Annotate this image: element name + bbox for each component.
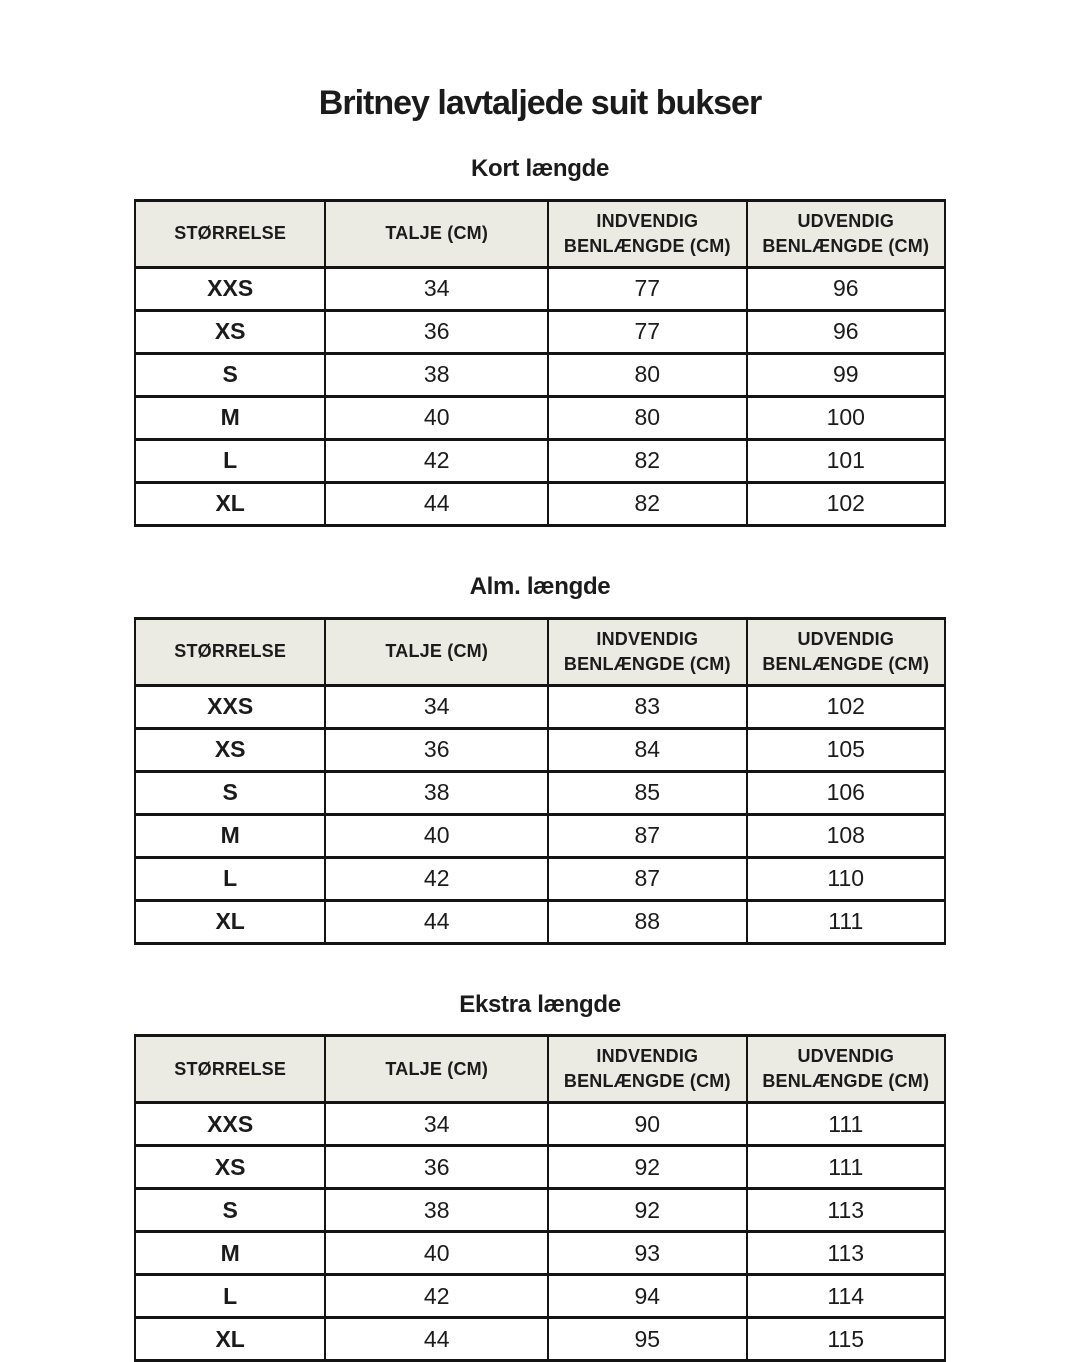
table-body [135,685,945,943]
value-cell: 77 [548,267,746,310]
table-row [135,857,945,900]
value-cell: 87 [548,814,746,857]
table-header [135,200,945,267]
column-header: STØRRELSE [135,1036,325,1103]
size-cell: M [135,396,325,439]
value-cell: 95 [548,1318,746,1361]
value-cell: 90 [548,1103,746,1146]
header-row [135,618,945,685]
value-cell: 113 [747,1189,945,1232]
size-cell: M [135,814,325,857]
value-cell: 108 [747,814,945,857]
value-cell: 38 [325,1189,548,1232]
tables-container [134,155,946,1362]
value-cell: 88 [548,900,746,943]
table-row [135,900,945,943]
value-cell: 85 [548,771,746,814]
value-cell: 40 [325,814,548,857]
table-row [135,728,945,771]
value-cell: 38 [325,771,548,814]
value-cell: 80 [548,353,746,396]
size-table-ekstra [134,1034,946,1362]
column-header: STØRRELSE [135,618,325,685]
size-table-kort [134,199,946,527]
column-header: TALJE (CM) [325,200,548,267]
value-cell: 110 [747,857,945,900]
size-table-section-kort [134,155,946,527]
table-body [135,267,945,525]
value-cell: 38 [325,353,548,396]
column-header: INDVENDIG BENLÆNGDE (CM) [548,200,746,267]
size-cell: XS [135,310,325,353]
column-header: STØRRELSE [135,200,325,267]
size-cell: L [135,1275,325,1318]
table-row [135,1232,945,1275]
value-cell: 113 [747,1232,945,1275]
size-cell: M [135,1232,325,1275]
value-cell: 102 [747,482,945,525]
value-cell: 111 [747,900,945,943]
header-row [135,1036,945,1103]
size-guide-document [134,0,946,1362]
table-subtitle: Ekstra længde [459,990,621,1018]
value-cell: 93 [548,1232,746,1275]
table-row [135,771,945,814]
table-subtitle: Kort længde [470,155,610,183]
value-cell: 34 [325,1103,548,1146]
page-title: Britney lavtaljede suit bukser [318,84,762,122]
size-cell: XXS [135,267,325,310]
table-row [135,1189,945,1232]
value-cell: 106 [747,771,945,814]
size-table-section-alm [134,573,946,945]
value-cell: 82 [548,439,746,482]
column-header: TALJE (CM) [325,1036,548,1103]
size-cell: S [135,353,325,396]
value-cell: 36 [325,728,548,771]
size-cell: XL [135,482,325,525]
value-cell: 92 [548,1146,746,1189]
value-cell: 83 [548,685,746,728]
size-table-section-ekstra [134,991,946,1362]
value-cell: 105 [747,728,945,771]
table-row [135,1103,945,1146]
table-row [135,267,945,310]
table-body [135,1103,945,1361]
value-cell: 42 [325,857,548,900]
size-cell: XL [135,1318,325,1361]
size-table-alm [134,617,946,945]
value-cell: 115 [747,1318,945,1361]
column-header: UDVENDIG BENLÆNGDE (CM) [747,1036,945,1103]
value-cell: 111 [747,1103,945,1146]
column-header: UDVENDIG BENLÆNGDE (CM) [747,618,945,685]
header-row [135,200,945,267]
value-cell: 77 [548,310,746,353]
size-cell: XXS [135,685,325,728]
value-cell: 44 [325,900,548,943]
table-subtitle: Alm. længde [469,572,611,600]
table-row [135,1318,945,1361]
table-row [135,1275,945,1318]
value-cell: 36 [325,310,548,353]
value-cell: 102 [747,685,945,728]
size-cell: XS [135,1146,325,1189]
value-cell: 100 [747,396,945,439]
value-cell: 84 [548,728,746,771]
size-cell: S [135,771,325,814]
size-cell: L [135,439,325,482]
table-row [135,353,945,396]
column-header: INDVENDIG BENLÆNGDE (CM) [548,618,746,685]
value-cell: 80 [548,396,746,439]
value-cell: 92 [548,1189,746,1232]
table-row [135,1146,945,1189]
table-row [135,310,945,353]
value-cell: 34 [325,267,548,310]
value-cell: 96 [747,267,945,310]
table-row [135,482,945,525]
value-cell: 42 [325,439,548,482]
column-header: TALJE (CM) [325,618,548,685]
table-row [135,396,945,439]
value-cell: 94 [548,1275,746,1318]
column-header: UDVENDIG BENLÆNGDE (CM) [747,200,945,267]
size-cell: L [135,857,325,900]
value-cell: 111 [747,1146,945,1189]
value-cell: 34 [325,685,548,728]
value-cell: 40 [325,396,548,439]
size-cell: S [135,1189,325,1232]
value-cell: 42 [325,1275,548,1318]
table-row [135,685,945,728]
value-cell: 36 [325,1146,548,1189]
column-header: INDVENDIG BENLÆNGDE (CM) [548,1036,746,1103]
table-header [135,618,945,685]
value-cell: 44 [325,1318,548,1361]
value-cell: 99 [747,353,945,396]
value-cell: 82 [548,482,746,525]
size-cell: XS [135,728,325,771]
table-row [135,439,945,482]
size-cell: XL [135,900,325,943]
value-cell: 87 [548,857,746,900]
value-cell: 40 [325,1232,548,1275]
table-row [135,814,945,857]
value-cell: 114 [747,1275,945,1318]
value-cell: 101 [747,439,945,482]
size-cell: XXS [135,1103,325,1146]
value-cell: 96 [747,310,945,353]
table-header [135,1036,945,1103]
value-cell: 44 [325,482,548,525]
